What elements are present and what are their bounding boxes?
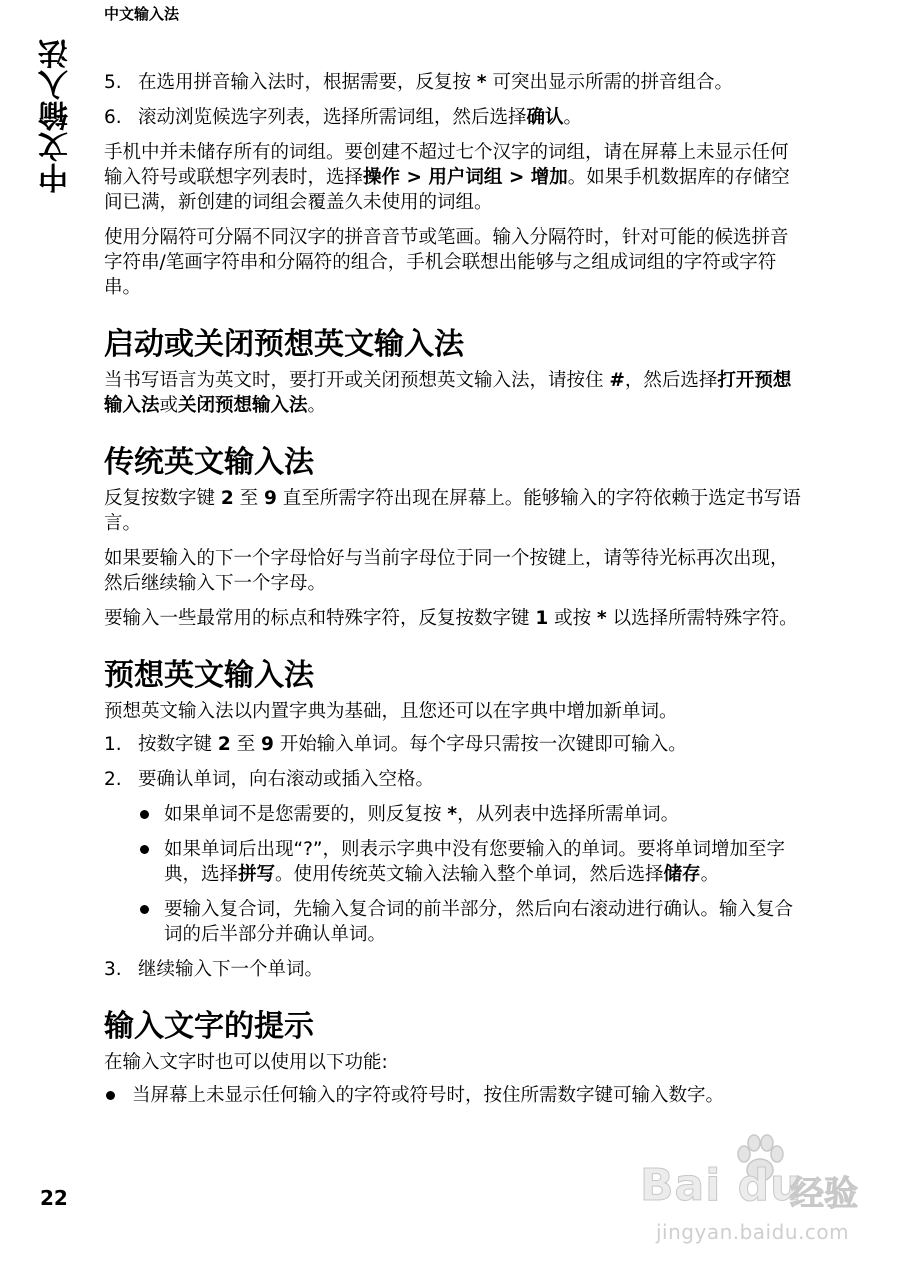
key-hash: # [609, 370, 625, 391]
text: 。如果手机数据库的存储空间已满，新创建的词组会覆盖久未使用的词组。 [104, 167, 790, 213]
heading-traditional: 传统英文输入法 [104, 445, 314, 480]
predictive-bullet-2 [104, 837, 804, 887]
text: 如果单词后出现“?”，则表示字典中没有您要输入的单词。要将单词增加至字典，选择 [164, 839, 785, 885]
heading-predictive-toggle: 启动或关闭预想英文输入法 [104, 327, 464, 362]
bullet-icon [140, 845, 149, 854]
step-number: 6. [104, 107, 122, 128]
predictive-step-1 [104, 732, 804, 757]
menu-path: 操作 > 用户词组 > 增加 [363, 167, 568, 188]
bullet-icon [106, 1091, 115, 1100]
paragraph-separator: 使用分隔符可分隔不同汉字的拼音音节或笔画。输入分隔符时，针对可能的候选拼音字符串/笔画字符串和分隔符的组合，手机会联想出能够与之组成词组的字符或字符串。 [104, 227, 789, 298]
paragraph-phrases [104, 140, 804, 215]
option-disable-predictive: 关闭预想输入法 [178, 395, 308, 416]
bullet-icon [140, 905, 149, 914]
predictive-bullet-3 [104, 897, 804, 947]
option-enable-predictive: 打开预想输入法 [104, 370, 792, 416]
text: ，然后选择 [624, 370, 718, 391]
option-save: 储存 [663, 864, 701, 885]
key-9: 9 [261, 734, 274, 755]
step-number: 3. [104, 959, 122, 980]
key-star: * [447, 804, 458, 825]
heading-predictive: 预想英文输入法 [104, 658, 314, 693]
text: 。 [700, 864, 720, 885]
text: 或按 [548, 608, 598, 629]
key-2: 2 [217, 734, 231, 755]
key-2: 2 [220, 488, 234, 509]
step-text: 在选用拼音输入法时，根据需要，反复按 [138, 72, 477, 93]
tips-bullet-1 [104, 1083, 804, 1108]
paragraph-traditional-3 [104, 606, 804, 631]
page-content [104, 70, 804, 1118]
running-header: 中文输入法 [104, 5, 180, 23]
step-text: 滚动浏览候选字列表，选择所需词组，然后选择 [138, 107, 527, 128]
baidu-watermark [640, 1130, 890, 1250]
step-number: 2. [104, 769, 122, 790]
text: 继续输入下一个单词。 [138, 959, 324, 980]
watermark-brand: Bai du [640, 1160, 803, 1211]
step-number: 1. [104, 734, 122, 755]
page-number: 22 [40, 1186, 68, 1210]
step-5 [104, 70, 804, 95]
option-confirm: 确认 [526, 107, 564, 128]
step-number: 5. [104, 72, 122, 93]
text: 或 [159, 395, 179, 416]
text: 按数字键 [138, 734, 218, 755]
text: 。 [307, 395, 327, 416]
text: 。使用传统英文输入法输入整个单词，然后选择 [275, 864, 664, 885]
heading-tips: 输入文字的提示 [104, 1009, 314, 1044]
text: 要输入一些最常用的标点和特殊字符，反复按数字键 [104, 608, 536, 629]
text: 当书写语言为英文时，要打开或关闭预想英文输入法，请按住 [104, 370, 610, 391]
key-9: 9 [264, 488, 277, 509]
step-text: 。 [563, 107, 583, 128]
paragraph-traditional-2: 如果要输入的下一个字母恰好与当前字母位于同一个按键上，请等待光标再次出现，然后继续输入下一个字母。 [104, 548, 789, 594]
step-text: 可突出显示所需的拼音组合。 [486, 72, 733, 93]
predictive-step-2 [104, 767, 804, 792]
text: 以选择所需特殊字符。 [606, 608, 798, 629]
text: 如果单词不是您需要的，则反复按 [164, 804, 448, 825]
text: 当屏幕上未显示任何输入的字符或符号时，按住所需数字键可输入数字。 [132, 1085, 725, 1106]
text: 开始输入单词。每个字母只需按一次键即可输入。 [273, 734, 687, 755]
bullet-icon [140, 810, 149, 819]
chapter-side-tab: 中文输入法 [39, 38, 74, 193]
text: 要确认单词，向右滚动或插入空格。 [138, 769, 435, 790]
key-1: 1 [535, 608, 549, 629]
watermark-cn: 经验 [790, 1174, 858, 1214]
key-star: * [597, 608, 607, 629]
paragraph-predictive: 预想英文输入法以内置字典为基础，且您还可以在字典中增加新单词。 [104, 701, 678, 722]
text: ，从列表中选择所需单词。 [457, 804, 680, 825]
key-star: * [476, 72, 487, 93]
text: 至 [233, 488, 265, 509]
paragraph-traditional-1 [104, 486, 804, 536]
text: 反复按数字键 [104, 488, 221, 509]
predictive-bullet-1 [104, 802, 804, 827]
step-6 [104, 105, 804, 130]
text: 至 [230, 734, 262, 755]
watermark-url: jingyan.baidu.com [656, 1220, 850, 1244]
option-spell: 拼写 [238, 864, 276, 885]
paragraph-tips: 在输入文字时也可以使用以下功能: [104, 1052, 388, 1073]
text: 直至所需字符出现在屏幕上。能够输入的字符依赖于选定书写语言。 [104, 488, 801, 534]
text: 手机中并未储存所有的词组。要创建不超过七个汉字的词组，请在屏幕上未显示任何输入符号或联想字列表时，选择 [104, 142, 789, 188]
predictive-step-3 [104, 957, 804, 982]
text: 要输入复合词，先输入复合词的前半部分，然后向右滚动进行确认。输入复合词的后半部分并确认单词。 [164, 899, 794, 945]
paragraph-predictive-toggle [104, 368, 804, 418]
